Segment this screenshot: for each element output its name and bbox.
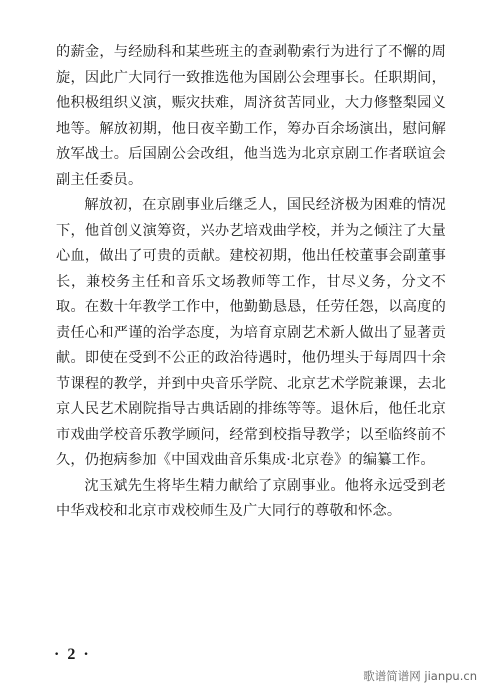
paragraph-liberation: 解放初，在京剧事业后继乏人，国民经济极为困难的情况下，他首创义演筹资，兴办艺培戏曲学校，并为之倾注了大量心血，做出了可贵的贡献。建校初期，他出任校董事会副董事长，兼校务主任和音乐文场教师等工作，甘尽义务，分文不取。在数十年教学工作中，他勤勤恳恳，任劳任怨，以高度的责任心和严谨的治学态度，为培育京剧艺术新人做出了显著贡献。即使在受到不公正的政治待遇时，他仍埋头于每周四十余节课程的教学，并到中央音乐学院、北京艺术学院兼课，去北京人民艺术剧院指导古典话剧的排练等等。退休后，他任北京市戏曲学校音乐教学顾问，经常到校指导教学；以至临终前不久，仍抱病参加《中国戏曲音乐集成·北京卷》的编纂工作。 <box>56 197 446 468</box>
watermark: 歌谱简谱网 jianpu.cn <box>363 669 477 683</box>
paragraph-conclusion: 沈玉斌先生将毕生精力献给了京剧事业。他将永远受到老中华戏校和北京市戏校师生及广大同行的尊敬和怀念。 <box>56 477 446 519</box>
page-number: · 2 · <box>54 646 91 663</box>
body-text <box>56 40 446 525</box>
paragraph-continued: 的薪金，与经励科和某些班主的查剥勒索行为进行了不懈的周旋，因此广大同行一致推选他为国剧公会理事长。任职期间，他积极组织义演，赈灾扶难，周济贫苦同业，大力修整梨园义地等。解放初期，他日夜辛勤工作，筹办百余场演出，慰问解放军战士。后国剧公会改组，他当选为北京京剧工作者联谊会副主任委员。 <box>56 44 446 188</box>
